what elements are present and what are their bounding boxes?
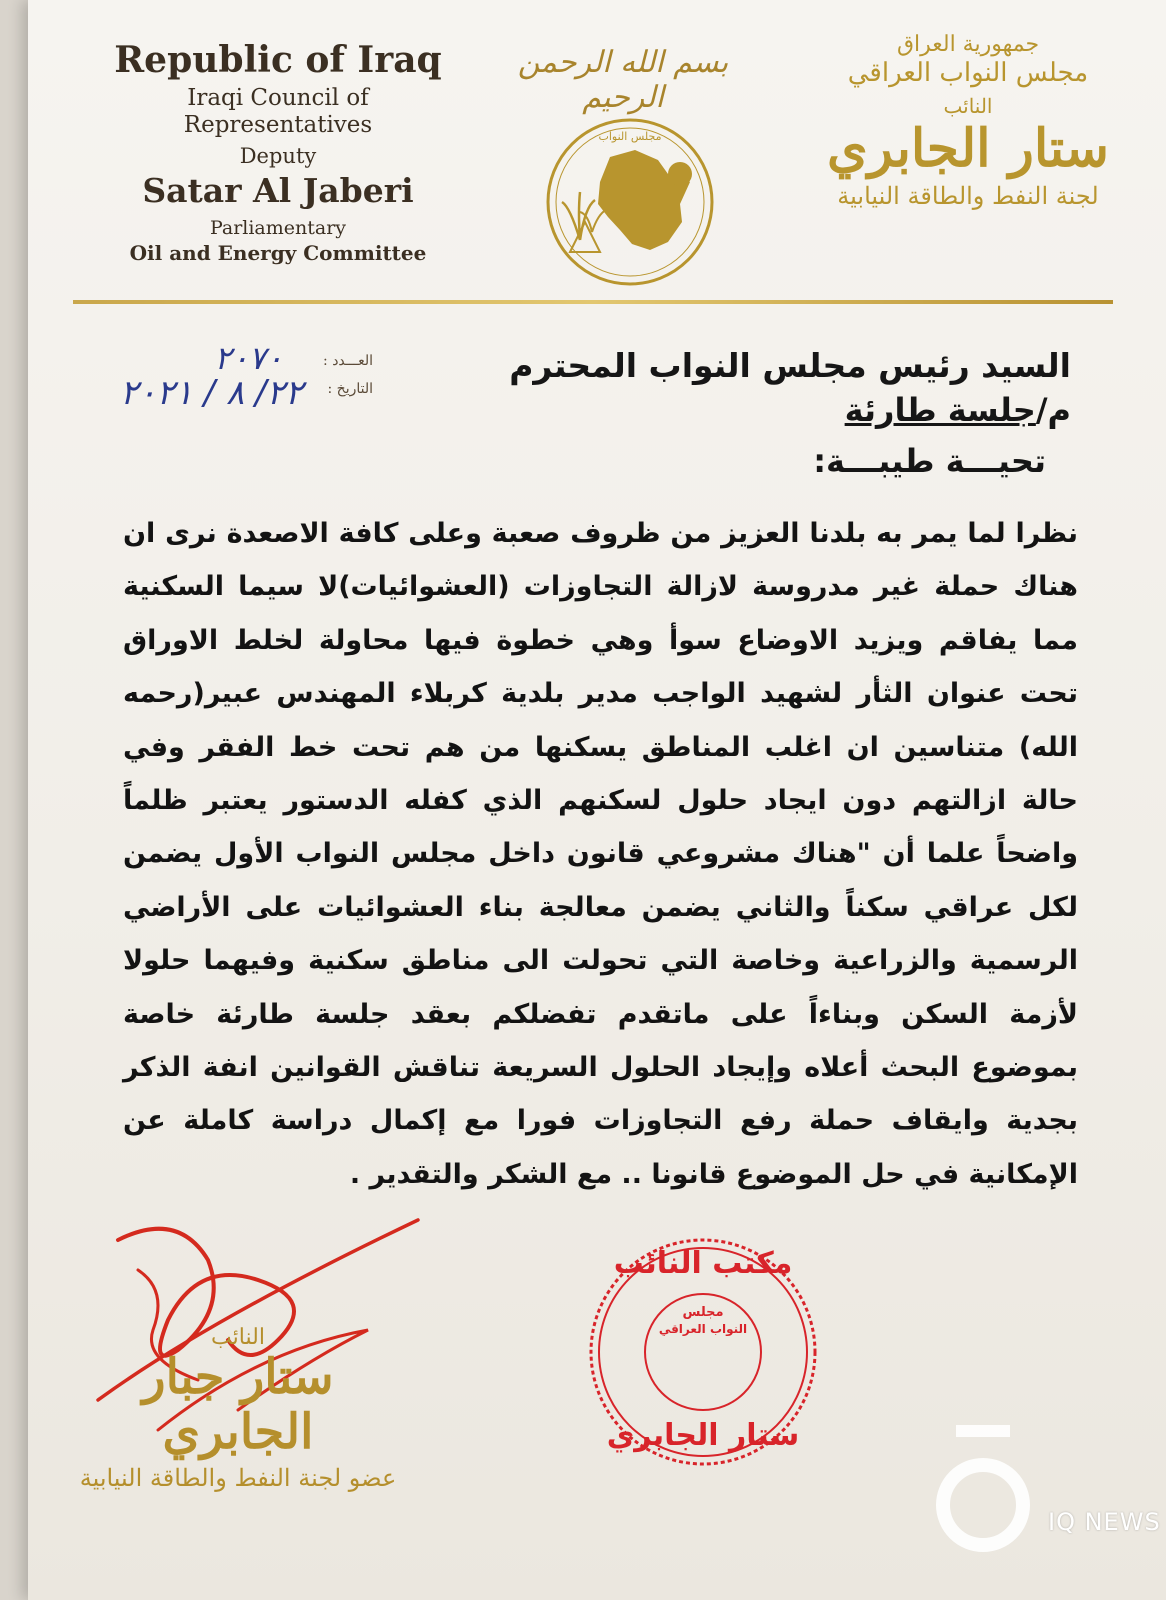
letterhead-committee-line1: Parliamentary	[209, 217, 347, 240]
addressee: السيد رئيس مجلس النواب المحترم	[509, 346, 1071, 385]
watermark-brand: IQ NEWS	[1048, 1508, 1161, 1536]
parliament-emblem-icon	[540, 112, 720, 292]
letter-sheet	[28, 0, 1166, 1600]
iq-news-logo-icon	[928, 1415, 1038, 1565]
letterhead-committee-ar: لجنة النفط والطاقة النيابية	[837, 181, 1099, 210]
date-value: ٢٢/ ٨ / ٢٠٢١	[119, 373, 303, 413]
letter-body: نظرا لما يمر به بلدنا العزيز من ظروف صعبة وعلى كافة الاصعدة نرى ان هناك حملة غير مدروسة لازالة التجاوزات (العشوائيات)لا سيما السكنية مما يفاقم ويزيد الاوضاع سوأ وهي خطوة فيها محاولة لخلط الاوراق تحت عنوان الثأر لشهيد الواجب مدير بلدية كربلاء المهندس عبير(رحمه الله) متناسين ان اغلب المناطق يسكنها من هم تحت خط الفقر وفي حالة ازالتهم دون ايجاد حلول لسكنهم الذي كفله الدستور يعتبر ظلماً واضحاً علما أن "هناك مشروعي قانون داخل مجلس النواب الأول يضمن لكل عراقي سكناً والثاني يضمن معالجة بناء العشوائيات على الأراضي الرسمية والزراعية وخاصة التي تحولت الى مناطق سكنية وفيهما حلولا لأزمة السكن وبناءاً على ماتقدم تفضلكم بعقد جلسة طارئة خاصة بموضوع البحث أعلاه وإيجاد الحلول السريعة تناقش القوانين انفة الذكر بجدية وايقاف حملة رفع التجاوزات فورا مع إكمال دراسة كاملة عن الإمكانية في حل الموضوع قانونا .. مع الشكر والتقدير .	[123, 518, 1078, 1190]
stamp-center-line2: النواب العراقي	[658, 1321, 748, 1336]
letterhead-name: Satar Al Jaberi	[142, 171, 414, 211]
subject-line	[509, 391, 1071, 429]
letterhead-council: Iraqi Council of Representatives	[183, 85, 373, 138]
date-label: التاريخ :	[327, 381, 373, 397]
stamp-ring-top: مكتب النائب	[613, 1246, 793, 1281]
letterhead-country: Republic of Iraq	[114, 39, 442, 81]
emblem-label: مجلس النواب	[598, 130, 662, 143]
signatory	[73, 1325, 403, 1492]
english-letterhead	[98, 40, 458, 265]
number-label: العـــدد :	[323, 353, 373, 369]
greeting: تحيـــة طيبـــة:	[813, 442, 1046, 480]
header-divider	[73, 300, 1113, 304]
signatory-title: النائب	[211, 1325, 265, 1350]
letterhead-country-ar: جمهورية العراق	[896, 32, 1040, 57]
basmala: بسم الله الرحمن الرحيم	[517, 45, 729, 115]
reference-block	[73, 339, 373, 435]
letterhead-name-ar: ستار الجابري	[827, 117, 1109, 179]
stamp-center-line1: مجلس	[682, 1305, 724, 1320]
stamp-center	[643, 1305, 763, 1337]
number-value: ٢٠٧٠	[214, 339, 283, 377]
subject-prefix: م/	[1035, 391, 1071, 429]
arabic-letterhead	[818, 32, 1118, 211]
letterhead-committee-line2: Oil and Energy Committee	[129, 241, 427, 266]
letterhead-title-ar: النائب	[943, 93, 993, 118]
letterhead-title: Deputy	[239, 144, 317, 169]
stamp-ring-bottom: ستار الجابري	[606, 1418, 800, 1453]
letterhead-council-ar: مجلس النواب العراقي	[847, 58, 1089, 89]
signatory-role: عضو لجنة النفط والطاقة النيابية	[79, 1463, 397, 1492]
addressee-block	[509, 346, 1071, 429]
signatory-name: ستار جبار الجابري	[142, 1349, 334, 1461]
subject: جلسة طارئة	[844, 391, 1036, 429]
